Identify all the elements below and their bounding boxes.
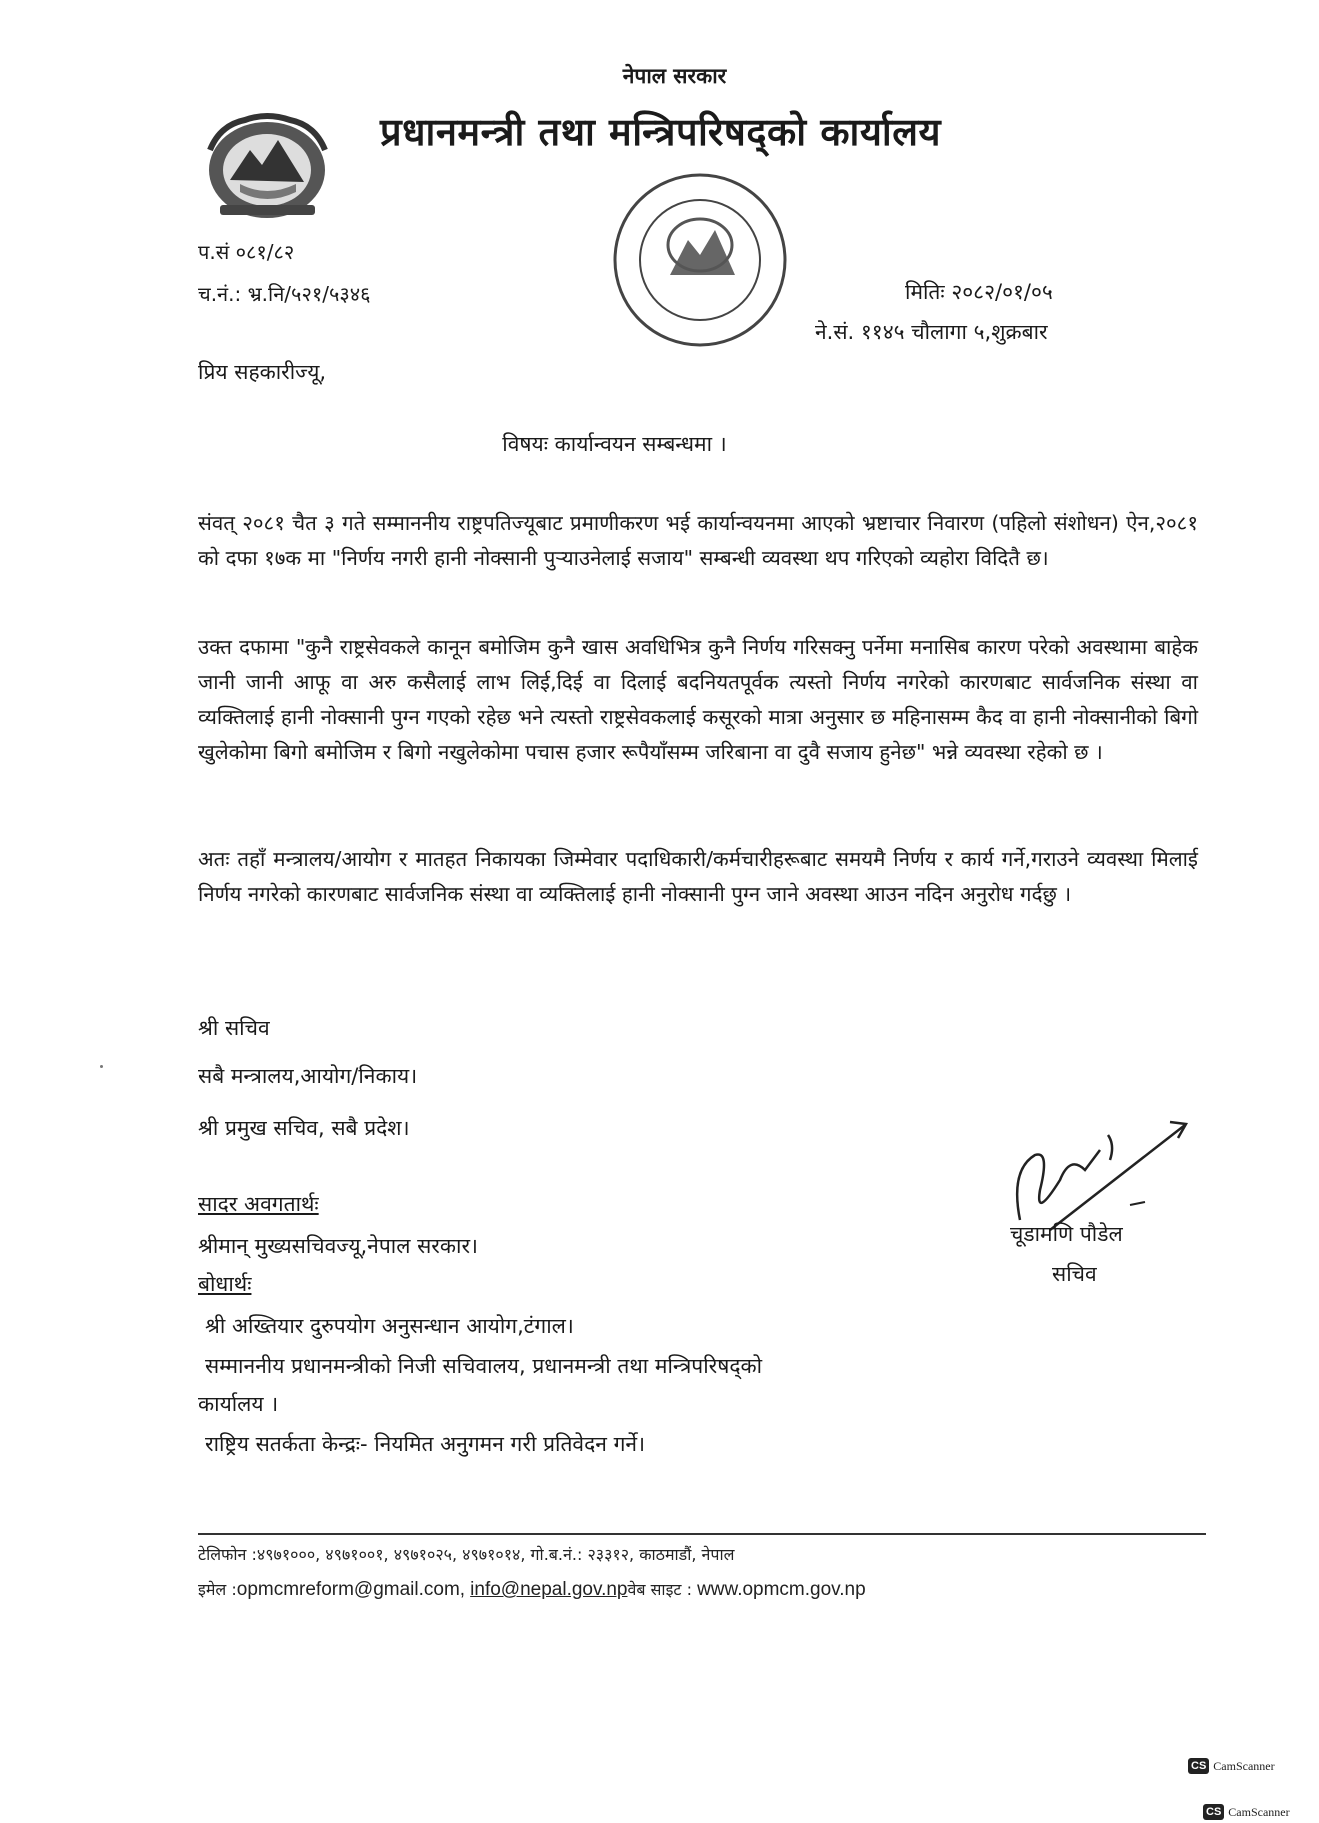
subject: विषयः कार्यान्वयन सम्बन्धमा ।	[502, 432, 727, 456]
copy-info-label: सादर अवगतार्थः	[198, 1192, 319, 1216]
signatory-name: चूडामणि पौडेल	[1010, 1222, 1123, 1246]
recipient-1: श्री सचिव	[198, 1016, 270, 1040]
camscanner-logo-icon: CS	[1188, 1758, 1209, 1774]
signatory-title: सचिव	[1052, 1262, 1097, 1286]
paragraph-3: अतः तहाँ मन्त्रालय/आयोग र मातहत निकायका जिम्मेवार पदाधिकारी/कर्मचारीहरूबाट समयमै निर्णय र कार्य गर्ने,गराउने व्यवस्था मिलाई निर्णय नगरेको कारणबाट सार्वजनिक संस्था वा व्यक्तिलाई हानी नोक्सानी पुग्न जाने अवस्था आउन नदिन अनुरोध गर्दछु ।	[198, 847, 1198, 906]
web-link[interactable]: www.opmcm.gov.np	[697, 1579, 866, 1600]
camscanner-watermark-1	[1188, 1758, 1275, 1774]
date-ns: ने.सं. ११४५ चौलागा ५,शुक्रबार	[815, 320, 1048, 344]
paragraph-1: संवत् २०८१ चैत ३ गते सम्माननीय राष्ट्रपतिज्यूबाट प्रमाणीकरण भई कार्यान्वयनमा आएको भ्रष्टाचार निवारण (पहिलो संशोधन) ऐन,२०८१ को दफा १७क मा "निर्णय नगरी हानी नोक्सानी पुऱ्याउनेलाई सजाय" सम्बन्धी व्यवस्था थप गरिएको व्यहोरा विदितै छ।	[198, 511, 1198, 570]
camscanner-text: CamScanner	[1228, 1804, 1290, 1819]
email-link-1[interactable]: opmcmreform@gmail.com,	[236, 1579, 466, 1600]
paragraph-2: उक्त दफामा "कुनै राष्ट्रसेवकले कानून बमोजिम कुनै खास अवधिभित्र कुनै निर्णय गरिसक्नु पर्नेमा मनासिब कारण परेको अवस्थामा बाहेक जानी जानी आफू वा अरु कसैलाई लाभ लिई,दिई वा दिलाई बदनियतपूर्वक त्यस्तो निर्णय नगरेको कारणबाट सार्वजनिक संस्था वा व्यक्तिलाई हानी नोक्सानी पुग्न गएको रहेछ भने त्यस्तो राष्ट्रसेवकलाई कसूरको मात्रा अनुसार छ महिनासम्म कैद वा हानी नोक्सानीको बिगो खुलेकोमा बिगो बमोजिम र बिगो नखुलेकोमा पचास हजार रूपैयाँसम्म जरिबाना वा दुवै सजाय हुनेछ" भन्ने व्यवस्था रहेको छ ।	[198, 635, 1198, 764]
copy-info-item: श्रीमान् मुख्यसचिवज्यू,नेपाल सरकार।	[198, 1234, 479, 1258]
email-label: इमेल :	[198, 1580, 237, 1599]
camscanner-text: CamScanner	[1213, 1758, 1275, 1773]
scan-speck	[100, 1065, 103, 1068]
nepal-emblem-icon	[200, 110, 335, 225]
copy-action-label: बोधार्थः	[198, 1272, 252, 1296]
office-stamp-icon	[600, 165, 800, 355]
copy-action-item-4: राष्ट्रिय सतर्कता केन्द्रः- नियमित अनुगमन गरी प्रतिवेदन गर्ने।	[205, 1432, 646, 1456]
web-label: वेब साइट :	[627, 1580, 692, 1599]
email-link-2[interactable]: info@nepal.gov.np	[470, 1579, 628, 1600]
dispatch-number: च.नं.: भ्र.नि/५२१/५३४६	[198, 282, 371, 306]
footer-phone: टेलिफोन :४९७१०००, ४९७१००१, ४९७१०२५, ४९७१०१४, गो.ब.नं.: २३३१२, काठमाडौं, नेपाल	[198, 1545, 735, 1564]
copy-action-item-3: कार्यालय ।	[198, 1392, 279, 1416]
recipient-2: सबै मन्त्रालय,आयोग/निकाय।	[198, 1064, 418, 1088]
camscanner-logo-icon: CS	[1203, 1804, 1224, 1820]
salutation: प्रिय सहकारीज्यू,	[198, 360, 327, 384]
office-title: प्रधानमन्त्री तथा मन्त्रिपरिषद्को कार्यालय	[380, 110, 942, 154]
copy-action-item-1: श्री अख्तियार दुरुपयोग अनुसन्धान आयोग,टंगाल।	[205, 1314, 574, 1338]
camscanner-watermark-2	[1203, 1804, 1290, 1820]
footer-divider	[198, 1533, 1206, 1535]
government-title: नेपाल सरकार	[622, 64, 727, 88]
date-bs: मितिः २०८२/०१/०५	[905, 280, 1053, 304]
copy-action-item-2: सम्माननीय प्रधानमन्त्रीको निजी सचिवालय, प्रधानमन्त्री तथा मन्त्रिपरिषद्को	[205, 1354, 763, 1378]
footer-contact	[198, 1578, 866, 1601]
file-number: प.सं ०८१/८२	[198, 240, 295, 264]
recipient-3: श्री प्रमुख सचिव, सबै प्रदेश।	[198, 1116, 410, 1140]
